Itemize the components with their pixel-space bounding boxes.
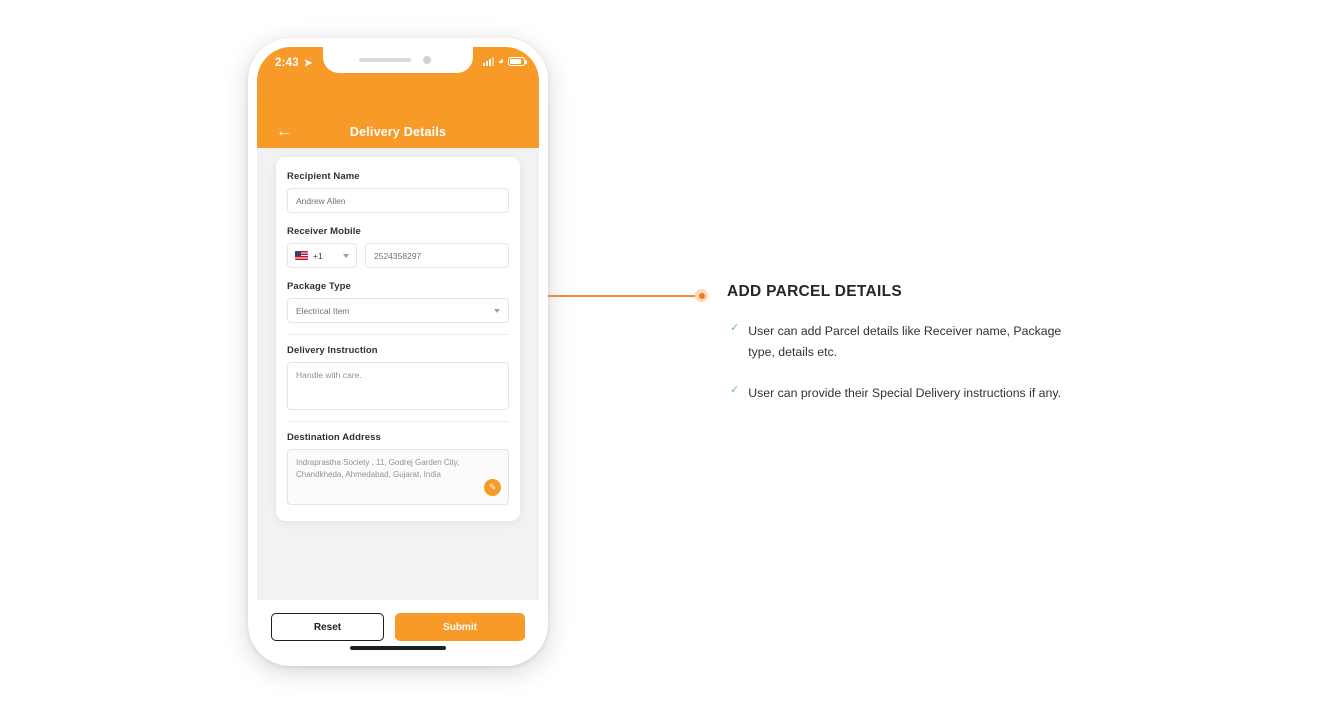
check-circle-icon: ✓	[730, 322, 740, 334]
destination-address-value: Indraprastha Society , 11, Godrej Garden City, Chandkheda, Ahmedabad, Gujarat, India	[296, 458, 460, 480]
annotation-title: ADD PARCEL DETAILS	[727, 283, 903, 300]
delivery-instruction-label: Delivery Instruction	[287, 345, 378, 356]
phone-mockup	[248, 38, 548, 666]
device-notch	[323, 47, 473, 73]
recipient-name-label: Recipient Name	[287, 171, 360, 182]
status-indicators	[483, 57, 525, 66]
signal-bars-icon	[483, 57, 494, 66]
callout-line	[548, 295, 696, 297]
status-time: 2:43	[275, 57, 299, 69]
annotation-block	[727, 283, 1127, 404]
form-action-bar	[257, 599, 539, 657]
pencil-edit-icon[interactable]: ✎	[484, 479, 501, 496]
wifi-icon: ◕	[497, 56, 504, 67]
delivery-instruction-input[interactable]: Handle with care.	[287, 362, 509, 410]
country-code-value: +1	[313, 250, 323, 261]
chevron-down-icon	[494, 309, 500, 313]
annotation-point	[727, 383, 1127, 404]
receiver-mobile-label: Receiver Mobile	[287, 226, 361, 237]
chevron-down-icon	[343, 254, 349, 258]
destination-address-input[interactable]	[287, 449, 509, 505]
app-header	[257, 47, 539, 148]
mobile-number-input[interactable]: 2524358297	[365, 243, 509, 268]
divider	[287, 334, 509, 335]
divider	[287, 421, 509, 422]
annotation-point-text: User can provide their Special Delivery instructions if any.	[748, 386, 1062, 401]
phone-screen	[257, 47, 539, 657]
back-arrow-icon[interactable]: ←	[276, 123, 292, 140]
front-camera	[423, 56, 431, 64]
page-title: Delivery Details	[349, 125, 447, 139]
destination-address-label: Destination Address	[287, 432, 381, 443]
submit-button[interactable]: Submit	[395, 613, 525, 641]
package-type-value: Electrical Item	[296, 305, 350, 316]
us-flag-icon	[295, 251, 308, 260]
country-code-select[interactable]	[287, 243, 357, 268]
annotation-point-text: User can add Parcel details like Receiver name, Package type, details etc.	[748, 324, 1062, 360]
reset-button[interactable]: Reset	[271, 613, 384, 641]
package-type-select[interactable]	[287, 298, 509, 323]
receiver-mobile-row	[287, 243, 509, 268]
home-indicator	[350, 646, 446, 650]
package-type-label: Package Type	[287, 281, 351, 292]
location-arrow-icon: ➤	[304, 58, 313, 69]
annotation-point	[727, 321, 1127, 363]
recipient-name-input[interactable]: Andrew Allen	[287, 188, 509, 213]
battery-icon	[508, 57, 525, 66]
check-circle-icon: ✓	[730, 384, 740, 397]
speaker-grille	[359, 58, 411, 62]
bullet-dot-icon	[695, 289, 708, 302]
delivery-details-form	[276, 157, 520, 521]
